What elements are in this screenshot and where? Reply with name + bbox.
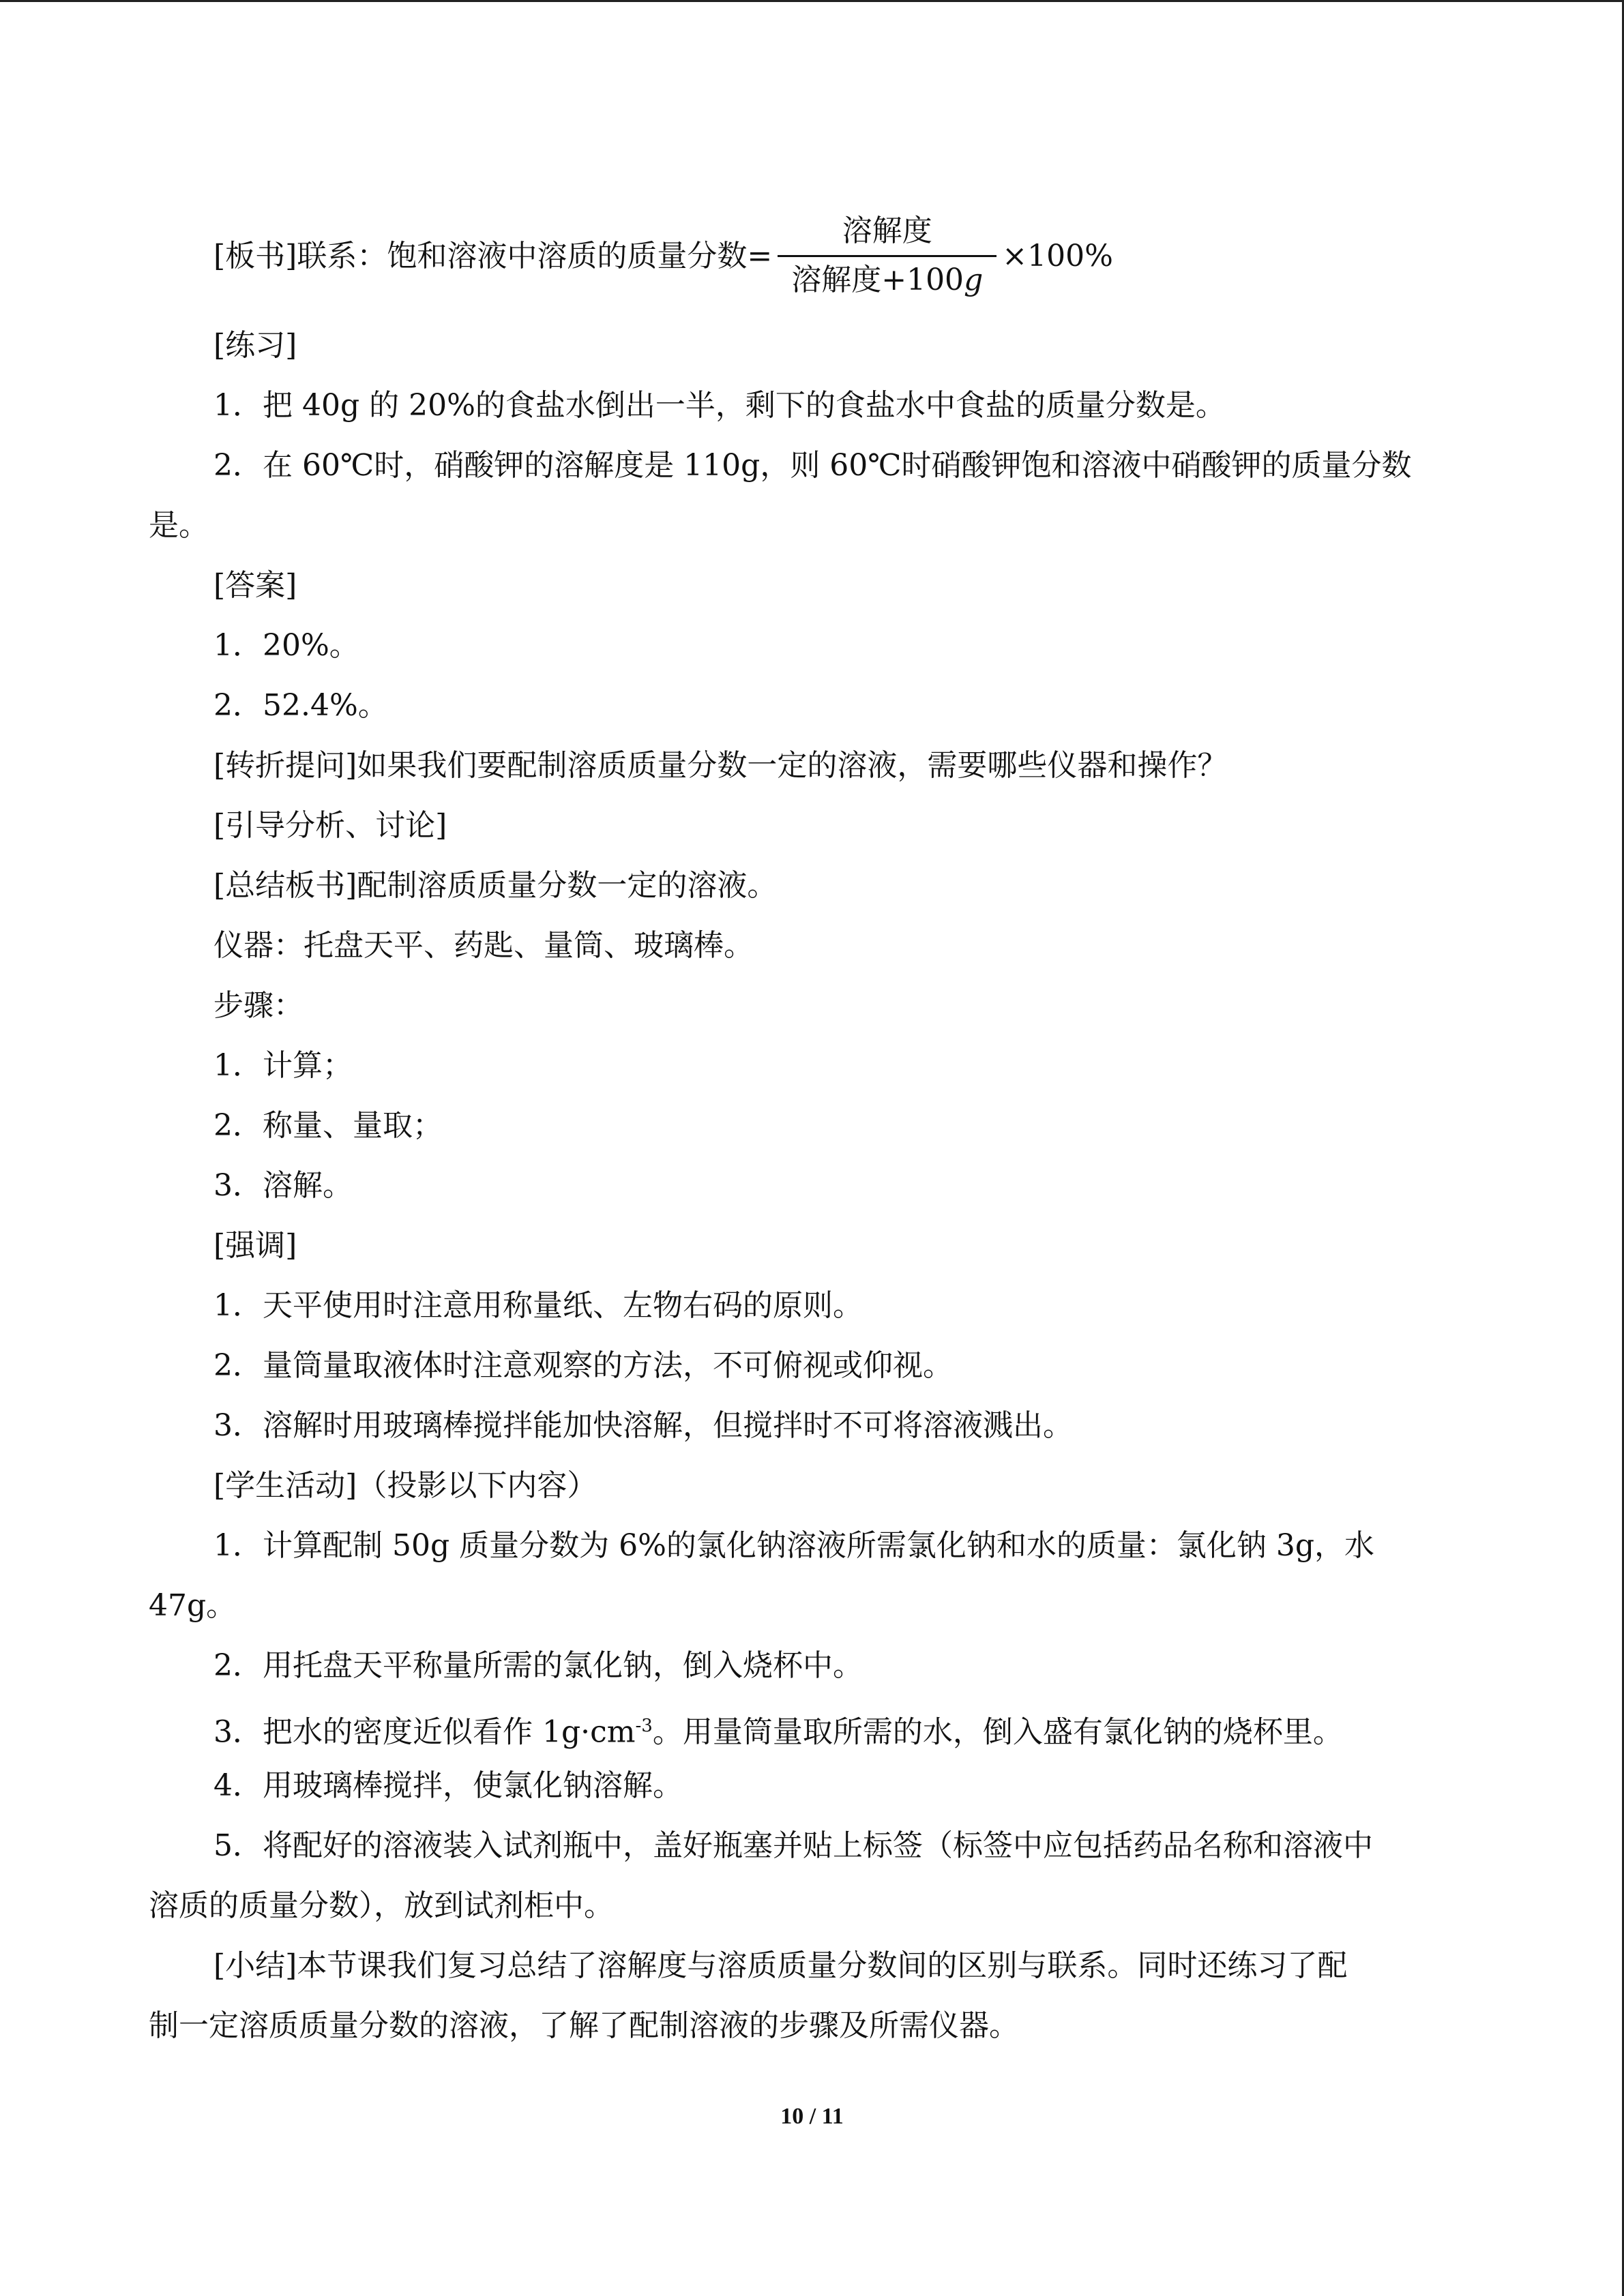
paragraph-line: 2．量筒量取液体时注意观察的方法，不可俯视或仰视。: [213, 1348, 953, 1383]
paragraph-line: 1．把 40g 的 20%的食盐水倒出一半，剩下的食盐水中食盐的质量分数是。: [213, 388, 1226, 423]
paragraph-line: 5．将配好的溶液装入试剂瓶中，盖好瓶塞并贴上标签（标签中应包括药品名称和溶液中: [213, 1828, 1373, 1863]
paragraph-line: [强调]: [213, 1228, 297, 1263]
paragraph-line: 2．在 60℃时，硝酸钾的溶解度是 110g，则 60℃时硝酸钾饱和溶液中硝酸钾的质量分数: [213, 448, 1412, 483]
density-text: 3．把水的密度近似看作 1g·cm: [213, 1714, 636, 1750]
density-rest: 。用量筒量取所需的水，倒入盛有氯化钠的烧杯里。: [652, 1714, 1343, 1750]
paragraph-line: 3．溶解时用玻璃棒搅拌能加快溶解，但搅拌时不可将溶液溅出。: [213, 1408, 1073, 1443]
paragraph-line: 步骤：: [213, 988, 304, 1023]
paragraph-line: 1．计算；: [213, 1048, 353, 1083]
paragraph-line: 2．用托盘天平称量所需的氯化钠，倒入烧杯中。: [213, 1648, 863, 1683]
paragraph-line: 2．52.4%。: [213, 688, 388, 723]
formula-numerator: 溶解度: [778, 213, 996, 257]
page-number: 10 / 11: [780, 2104, 844, 2129]
paragraph-line: [学生活动]（投影以下内容）: [213, 1468, 597, 1503]
formula-denominator-var: g: [964, 263, 984, 297]
paragraph-line: 1．天平使用时注意用称量纸、左物右码的原则。: [213, 1288, 863, 1323]
paragraph-line: 2．称量、量取；: [213, 1108, 443, 1143]
paragraph-line: [引导分析、讨论]: [213, 808, 447, 843]
paragraph-line: 47g。: [149, 1588, 237, 1623]
paragraph-line: 仪器：托盘天平、药匙、量筒、玻璃棒。: [213, 928, 754, 963]
formula-prefix: [板书]联系：饱和溶液中溶质的质量分数=: [213, 238, 773, 273]
formula-suffix: ×100%: [1002, 238, 1113, 273]
density-superscript: -3: [635, 1716, 653, 1736]
paragraph-line: 4．用玻璃棒搅拌，使氯化钠溶解。: [213, 1768, 683, 1803]
paragraph-line: [总结板书]配制溶质质量分数一定的溶液。: [213, 868, 778, 903]
paragraph-line: [练习]: [213, 328, 297, 363]
paragraph-line: [答案]: [213, 568, 297, 603]
paragraph-line: [转折提问]如果我们要配制溶质质量分数一定的溶液，需要哪些仪器和操作？: [213, 748, 1228, 783]
formula-denominator: [778, 257, 996, 299]
document-body: [149, 207, 1479, 2056]
formula-denominator-text: 溶解度+100: [791, 263, 964, 297]
paragraph-line: 是。: [149, 508, 209, 543]
paragraph-line: 1．计算配制 50g 质量分数为 6%的氯化钠溶液所需氯化钠和水的质量：氯化钠 3g，水: [213, 1528, 1375, 1563]
paragraph-line: 1．20%。: [213, 628, 359, 663]
formula-fraction: [778, 213, 996, 299]
paragraph-line: 3．溶解。: [213, 1168, 353, 1203]
paragraph-line-density: [149, 1696, 1479, 1756]
formula-line: [149, 207, 1479, 302]
paragraph-line: 溶质的质量分数），放到试剂柜中。: [149, 1888, 614, 1923]
paragraph-line: [小结]本节课我们复习总结了溶解度与溶质质量分数间的区别与联系。同时还练习了配: [213, 1948, 1348, 1983]
paragraph-line: 制一定溶质质量分数的溶液，了解了配制溶液的步骤及所需仪器。: [149, 2008, 1019, 2043]
